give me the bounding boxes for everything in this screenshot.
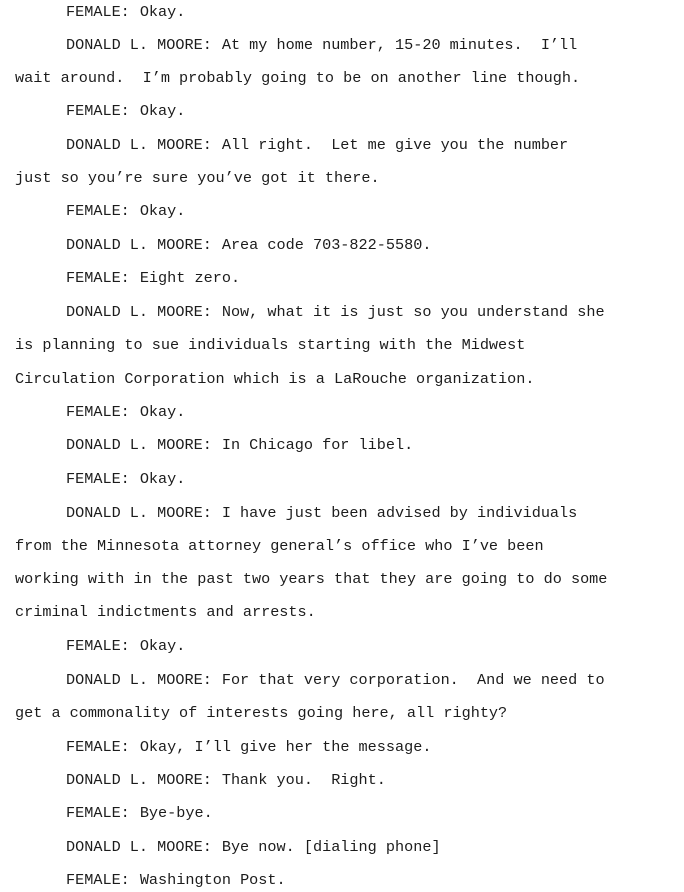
transcript-line bbox=[66, 35, 577, 55]
transcript-line bbox=[66, 469, 185, 489]
line-text: Area code 703-822-5580. bbox=[221, 236, 432, 254]
transcript-line bbox=[66, 803, 213, 823]
speaker-label: DONALD L. MOORE: bbox=[66, 838, 212, 856]
line-text: For that very corporation. And we need to bbox=[221, 671, 605, 689]
line-text: get a commonality of interests going here, all righty? bbox=[15, 704, 508, 722]
line-text: Okay. bbox=[139, 403, 186, 421]
speaker-label: FEMALE: bbox=[66, 269, 130, 287]
line-text: Okay. bbox=[139, 637, 186, 655]
transcript-line bbox=[15, 703, 507, 723]
speaker-label: FEMALE: bbox=[66, 102, 130, 120]
line-text: Okay. bbox=[139, 470, 186, 488]
transcript-line bbox=[15, 335, 525, 355]
transcript-line bbox=[66, 737, 431, 757]
transcript-line bbox=[66, 402, 185, 422]
line-text: criminal indictments and arrests. bbox=[15, 603, 316, 621]
speaker-label: FEMALE: bbox=[66, 470, 130, 488]
line-text: wait around. I’m probably going to be on another line though. bbox=[15, 69, 581, 87]
speaker-label: DONALD L. MOORE: bbox=[66, 504, 212, 522]
transcript-line bbox=[66, 870, 286, 890]
line-text: Okay. bbox=[139, 202, 186, 220]
line-text: just so you’re sure you’ve got it there. bbox=[15, 169, 380, 187]
transcript-line bbox=[15, 369, 535, 389]
line-text: is planning to sue individuals starting with the Midwest bbox=[15, 336, 526, 354]
transcript-line bbox=[66, 101, 185, 121]
transcript-line bbox=[66, 2, 185, 22]
speaker-label: DONALD L. MOORE: bbox=[66, 236, 212, 254]
line-text: At my home number, 15-20 minutes. I’ll bbox=[221, 36, 578, 54]
line-text: All right. Let me give you the number bbox=[221, 136, 569, 154]
transcript-line bbox=[66, 636, 185, 656]
speaker-label: DONALD L. MOORE: bbox=[66, 136, 212, 154]
speaker-label: DONALD L. MOORE: bbox=[66, 671, 212, 689]
speaker-label: FEMALE: bbox=[66, 637, 130, 655]
line-text: Okay. bbox=[139, 3, 186, 21]
line-text: In Chicago for libel. bbox=[221, 436, 414, 454]
transcript-line bbox=[15, 168, 380, 188]
line-text: Eight zero. bbox=[139, 269, 241, 287]
line-text: from the Minnesota attorney general’s office who I’ve been bbox=[15, 537, 544, 555]
line-text: Thank you. Right. bbox=[221, 771, 386, 789]
transcript-line bbox=[66, 235, 431, 255]
line-text: Circulation Corporation which is a LaRouche organization. bbox=[15, 370, 535, 388]
transcript-line bbox=[66, 503, 577, 523]
transcript-line bbox=[66, 135, 568, 155]
speaker-label: FEMALE: bbox=[66, 804, 130, 822]
transcript-line bbox=[15, 569, 607, 589]
transcript-line bbox=[66, 770, 386, 790]
speaker-label: DONALD L. MOORE: bbox=[66, 436, 212, 454]
line-text: working with in the past two years that they are going to do some bbox=[15, 570, 608, 588]
transcript-line bbox=[66, 268, 240, 288]
line-text: Washington Post. bbox=[139, 871, 286, 889]
transcript-line bbox=[15, 602, 316, 622]
transcript-line bbox=[66, 302, 605, 322]
line-text: Okay, I’ll give her the message. bbox=[139, 738, 432, 756]
speaker-label: DONALD L. MOORE: bbox=[66, 36, 212, 54]
speaker-label: DONALD L. MOORE: bbox=[66, 303, 212, 321]
speaker-label: FEMALE: bbox=[66, 871, 130, 889]
speaker-label: FEMALE: bbox=[66, 3, 130, 21]
line-text: Bye now. [dialing phone] bbox=[221, 838, 441, 856]
speaker-label: FEMALE: bbox=[66, 738, 130, 756]
transcript-line bbox=[66, 670, 605, 690]
line-text: Bye-bye. bbox=[139, 804, 213, 822]
transcript-line bbox=[15, 536, 544, 556]
speaker-label: DONALD L. MOORE: bbox=[66, 771, 212, 789]
transcript-line bbox=[66, 435, 413, 455]
line-text: Okay. bbox=[139, 102, 186, 120]
line-text: I have just been advised by individuals bbox=[221, 504, 578, 522]
speaker-label: FEMALE: bbox=[66, 202, 130, 220]
transcript-line bbox=[15, 68, 580, 88]
transcript-line bbox=[66, 201, 185, 221]
line-text: Now, what it is just so you understand she bbox=[221, 303, 605, 321]
transcript-line bbox=[66, 837, 441, 857]
speaker-label: FEMALE: bbox=[66, 403, 130, 421]
